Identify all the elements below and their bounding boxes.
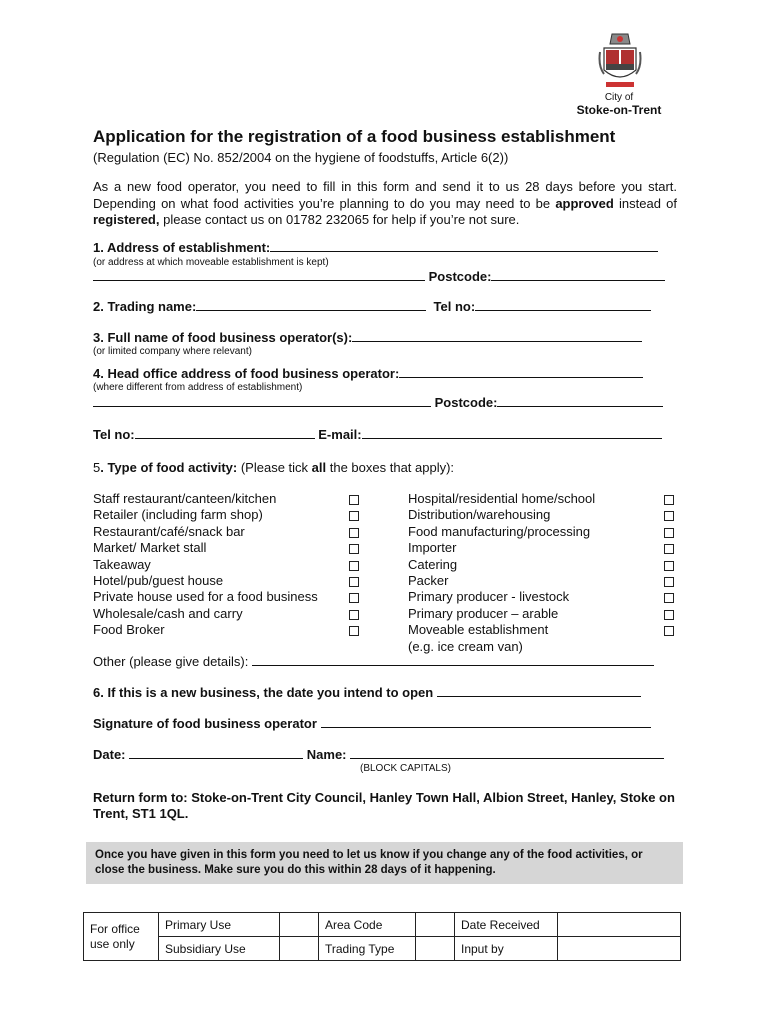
date-received-label: Date Received — [455, 913, 558, 937]
activity-label: Food manufacturing/processing — [408, 523, 591, 539]
notice-text: Once you have given in this form you need to let us know if you change any of the food activities, or close the business. Make sure you do this within 28 days of it happening. — [95, 849, 643, 876]
council-logo — [560, 30, 678, 120]
activity-label: Primary producer - livestock — [408, 589, 570, 605]
q1-address-field[interactable]: 1. Address of establishment: — [93, 240, 658, 255]
q1-note: (or address at which moveable establishment is kept) — [93, 257, 329, 268]
activity-checkbox[interactable] — [664, 610, 674, 620]
trading-type-label: Trading Type — [319, 937, 416, 961]
activity-label: Retailer (including farm shop) — [93, 507, 263, 523]
q3-operator-name-field[interactable]: 3. Full name of food business operator(s): — [93, 330, 642, 345]
activity-checkbox[interactable] — [349, 511, 359, 521]
activity-label: Market/ Market stall — [93, 540, 207, 556]
primary-use-label: Primary Use — [159, 913, 280, 937]
activity-label: Restaurant/café/snack bar — [93, 523, 245, 539]
activity-checkbox[interactable] — [349, 610, 359, 620]
q3-note: (or limited company where relevant) — [93, 346, 252, 357]
activity-checkbox[interactable] — [664, 511, 674, 521]
q4-note: (where different from address of establishment) — [93, 382, 303, 393]
activity-label: Hotel/pub/guest house — [93, 573, 224, 589]
input-by-label: Input by — [455, 937, 558, 961]
activity-label: Packer — [408, 573, 449, 589]
activity-checkbox[interactable] — [664, 495, 674, 505]
activity-checkbox[interactable] — [664, 577, 674, 587]
activity-label: Distribution/warehousing — [408, 507, 551, 523]
activity-label: Private house used for a food business — [93, 589, 318, 605]
activity-checkbox[interactable] — [664, 561, 674, 571]
q4-head-office-field[interactable]: 4. Head office address of food business operator: — [93, 366, 643, 381]
activity-label: Wholesale/cash and carry — [93, 605, 243, 621]
activities-left-list — [93, 491, 318, 639]
activity-checkbox[interactable] — [349, 577, 359, 587]
date-received-cell[interactable] — [558, 913, 681, 937]
input-by-cell[interactable] — [558, 937, 681, 961]
subsidiary-use-cell[interactable] — [280, 937, 319, 961]
activity-label: Primary producer – arable — [408, 605, 559, 621]
activity-checkbox[interactable] — [664, 626, 674, 636]
activity-checkbox[interactable] — [349, 626, 359, 636]
activity-checkbox[interactable] — [664, 528, 674, 538]
primary-use-cell[interactable] — [280, 913, 319, 937]
q4-address-line2-postcode[interactable]: Postcode: — [93, 395, 663, 410]
contact-tel-email-field[interactable]: Tel no: E-mail: — [93, 427, 662, 442]
form-title: Application for the registration of a food business establishment — [93, 127, 616, 146]
intro-paragraph: As a new food operator, you need to fill in this form and send it to us 28 days before you start. Depending on what food activities you’re planning to do you may need to be approved instead of registered, please contact us on 01782 232065 for help if you’re not sure. — [93, 179, 677, 227]
coat-of-arms-icon — [598, 30, 642, 92]
signature-field[interactable]: Signature of food business operator — [93, 716, 651, 731]
q5-heading: 5. Type of food activity: (Please tick all the boxes that apply): — [93, 460, 455, 475]
activity-note: (e.g. ice cream van) — [408, 638, 523, 654]
activity-label: Staff restaurant/canteen/kitchen — [93, 491, 277, 506]
office-use-table — [83, 912, 681, 961]
office-use-label: For office use only — [84, 913, 159, 961]
area-code-cell[interactable] — [416, 913, 455, 937]
return-address: Return form to: Stoke-on-Trent City Council, Hanley Town Hall, Albion Street, Hanley, Stoke on Trent, ST1 1QL. — [93, 790, 675, 821]
activity-label: Catering — [408, 556, 458, 572]
trading-type-cell[interactable] — [416, 937, 455, 961]
block-capitals-note: (BLOCK CAPITALS) — [360, 763, 451, 774]
subsidiary-use-label: Subsidiary Use — [159, 937, 280, 961]
other-details-field[interactable]: Other (please give details): — [93, 654, 654, 669]
date-name-field[interactable]: Date: Name: — [93, 747, 664, 762]
activity-checkbox[interactable] — [349, 528, 359, 538]
logo-city-name: Stoke-on-Trent — [576, 103, 662, 117]
activity-label: Takeaway — [93, 556, 151, 572]
activities-right-list — [408, 491, 595, 655]
logo-city-of: City of — [604, 92, 634, 103]
activity-checkbox[interactable] — [349, 561, 359, 571]
q1-address-line2-postcode[interactable]: Postcode: — [93, 269, 665, 284]
activity-checkbox[interactable] — [664, 593, 674, 603]
q6-opening-date-field[interactable]: 6. If this is a new business, the date you intend to open — [93, 685, 641, 700]
activity-label: Importer — [408, 540, 457, 556]
activity-label: Food Broker — [93, 622, 165, 638]
area-code-label: Area Code — [319, 913, 416, 937]
activity-checkbox[interactable] — [349, 544, 359, 554]
activity-checkbox[interactable] — [349, 593, 359, 603]
activity-label: Moveable establishment — [408, 622, 549, 638]
q2-trading-name-field[interactable]: 2. Trading name: Tel no: — [93, 299, 651, 314]
activity-checkbox[interactable] — [664, 544, 674, 554]
form-subtitle: (Regulation (EC) No. 852/2004 on the hygiene of foodstuffs, Article 6(2)) — [93, 150, 509, 165]
activity-label: Hospital/residential home/school — [408, 491, 596, 506]
activity-checkbox[interactable] — [349, 495, 359, 505]
